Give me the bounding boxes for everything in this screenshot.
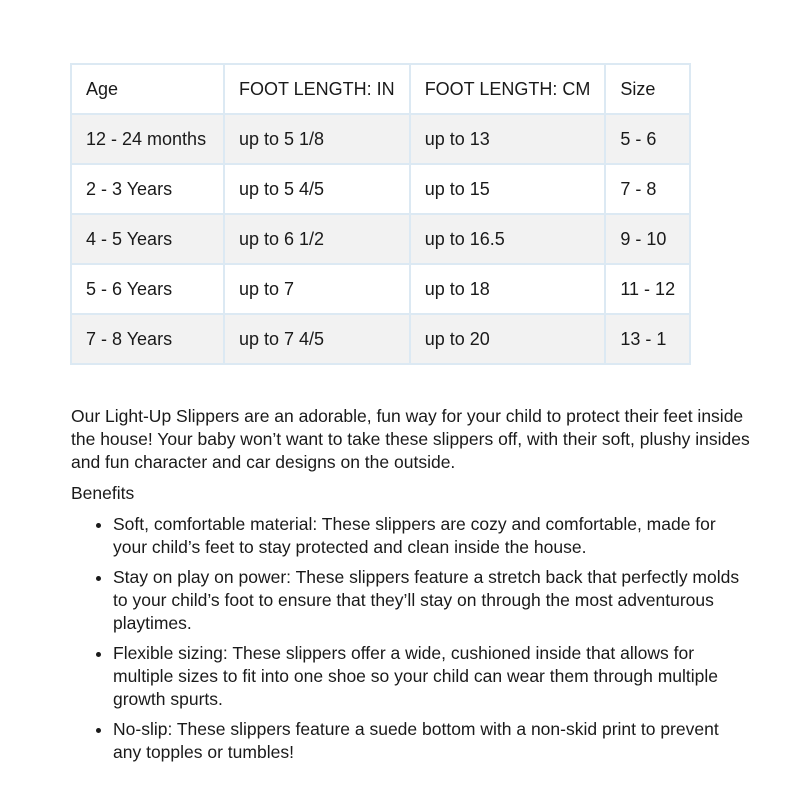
cell-foot-length-cm: up to 18 bbox=[410, 264, 606, 314]
table-row bbox=[71, 164, 690, 214]
cell-size: 5 - 6 bbox=[605, 114, 690, 164]
cell-foot-length-cm: up to 13 bbox=[410, 114, 606, 164]
header-size: Size bbox=[605, 64, 690, 114]
cell-foot-length-in: up to 7 bbox=[224, 264, 410, 314]
list-item: • Soft, comfortable material: These slippers are cozy and comfortable, made for your child’s feet to stay protected and clean inside the house. bbox=[113, 513, 751, 559]
cell-age: 4 - 5 Years bbox=[71, 214, 224, 264]
header-row bbox=[71, 64, 690, 114]
cell-foot-length-in: up to 5 1/8 bbox=[224, 114, 410, 164]
cell-foot-length-in: up to 7 4/5 bbox=[224, 314, 410, 364]
cell-size: 9 - 10 bbox=[605, 214, 690, 264]
cell-age: 5 - 6 Years bbox=[71, 264, 224, 314]
cell-foot-length-in: up to 5 4/5 bbox=[224, 164, 410, 214]
cell-size: 11 - 12 bbox=[605, 264, 690, 314]
table-row bbox=[71, 214, 690, 264]
table-row bbox=[71, 114, 690, 164]
cell-size: 13 - 1 bbox=[605, 314, 690, 364]
cell-foot-length-cm: up to 16.5 bbox=[410, 214, 606, 264]
table-header bbox=[71, 64, 690, 114]
table-row bbox=[71, 314, 690, 364]
product-description bbox=[71, 405, 751, 771]
benefits-heading: Benefits bbox=[71, 483, 135, 503]
cell-foot-length-cm: up to 15 bbox=[410, 164, 606, 214]
list-item: • No-slip: These slippers feature a suede bottom with a non-skid print to prevent any topples or tumbles! bbox=[113, 718, 751, 764]
intro-paragraph: Our Light-Up Slippers are an adorable, fun way for your child to protect their feet inside the house! Your baby won’t want to take these slippers off, with their soft, plushy insides and fun character and car designs on the outside. bbox=[71, 406, 750, 472]
table-row bbox=[71, 264, 690, 314]
cell-age: 7 - 8 Years bbox=[71, 314, 224, 364]
cell-foot-length-cm: up to 20 bbox=[410, 314, 606, 364]
header-foot-length-cm: FOOT LENGTH: CM bbox=[410, 64, 606, 114]
header-age: Age bbox=[71, 64, 224, 114]
size-chart-table bbox=[70, 63, 691, 365]
table-body bbox=[71, 114, 690, 364]
cell-foot-length-in: up to 6 1/2 bbox=[224, 214, 410, 264]
header-foot-length-in: FOOT LENGTH: IN bbox=[224, 64, 410, 114]
benefits-list bbox=[71, 513, 751, 764]
list-item: • Flexible sizing: These slippers offer a wide, cushioned inside that allows for multiple sizes to fit into one shoe so your child can wear them through multiple growth spurts. bbox=[113, 642, 751, 711]
cell-age: 2 - 3 Years bbox=[71, 164, 224, 214]
list-item: • Stay on play on power: These slippers feature a stretch back that perfectly molds to your child’s foot to ensure that they’ll stay on through the most adventurous playtimes. bbox=[113, 566, 751, 635]
cell-size: 7 - 8 bbox=[605, 164, 690, 214]
cell-age: 12 - 24 months bbox=[71, 114, 224, 164]
